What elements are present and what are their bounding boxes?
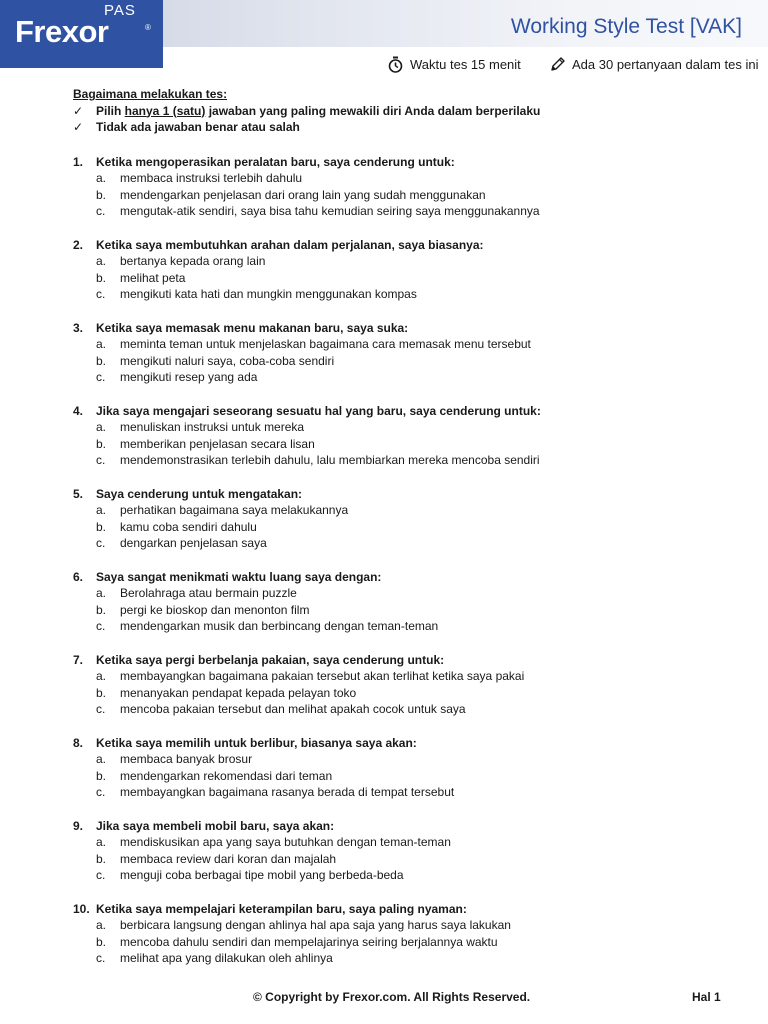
option-text: menuliskan instruksi untuk mereka — [120, 420, 305, 434]
instruction-item — [73, 119, 753, 136]
question-item — [73, 735, 753, 801]
question-number: 10. — [73, 901, 90, 916]
option-text: mendemonstrasikan terlebih dahulu, lalu membiarkan mereka mencoba sendiri — [120, 453, 540, 467]
option-letter: a. — [96, 254, 107, 268]
option-text: berbicara langsung dengan ahlinya hal apa saja yang harus saya lakukan — [120, 918, 511, 932]
option-text: mencoba dahulu sendiri dan mempelajarinya seiring berjalannya waktu — [120, 934, 498, 949]
option-text: mendengarkan musik dan berbincang dengan teman-teman — [120, 619, 439, 633]
option-letter: b. — [96, 685, 107, 700]
option-text: mengikuti resep yang ada — [120, 370, 258, 384]
answer-option[interactable] — [73, 369, 753, 386]
question-number: 3. — [73, 320, 84, 335]
question-count-info — [549, 56, 758, 73]
question-row — [73, 320, 753, 337]
question-text: Jika saya membeli mobil baru, saya akan: — [96, 818, 335, 833]
option-text: menanyakan pendapat kepada pelayan toko — [120, 685, 357, 700]
option-letter: b. — [96, 353, 107, 368]
question-row — [73, 154, 753, 171]
instruction-text — [96, 103, 540, 120]
option-text: membaca review dari koran dan majalah — [120, 851, 337, 866]
instructions-title: Bagaimana melakukan tes: — [73, 87, 228, 101]
question-row — [73, 403, 753, 420]
answer-option[interactable] — [73, 950, 753, 967]
page-header — [0, 0, 768, 72]
time-info — [387, 56, 521, 73]
copyright-text: © Copyright by Frexor.com. All Rights Reserved. — [253, 990, 531, 1004]
question-text: Ketika saya memilih untuk berlibur, biasanya saya akan: — [96, 735, 417, 750]
answer-option[interactable] — [73, 270, 753, 287]
option-text: perhatikan bagaimana saya melakukannya — [120, 503, 349, 517]
question-row — [73, 569, 753, 586]
option-text: bertanya kepada orang lain — [120, 254, 266, 268]
option-letter: b. — [96, 436, 107, 451]
checkmark-icon: ✓ — [73, 103, 84, 118]
answer-option[interactable] — [73, 452, 753, 469]
option-text: mengutak-atik sendiri, saya bisa tahu kemudian seiring saya menggunakannya — [120, 204, 540, 218]
checkmark-icon: ✓ — [73, 120, 84, 134]
option-letter: c. — [96, 536, 106, 550]
option-letter: c. — [96, 868, 106, 882]
option-letter: b. — [96, 519, 107, 534]
option-text: mendengarkan penjelasan dari orang lain yang sudah menggunakan — [120, 187, 486, 202]
option-letter: a. — [96, 918, 107, 932]
option-text: menguji coba berbagai tipe mobil yang berbeda-beda — [120, 868, 404, 882]
option-letter: a. — [96, 669, 107, 683]
answer-option[interactable] — [73, 253, 753, 270]
document-title: Working Style Test [VAK] — [510, 15, 742, 38]
instruction-emphasis: hanya 1 (satu) — [124, 103, 206, 118]
option-text: kamu coba sendiri dahulu — [120, 519, 257, 534]
option-text: melihat apa yang dilakukan oleh ahlinya — [120, 951, 333, 965]
answer-option[interactable] — [73, 668, 753, 685]
answer-option[interactable] — [73, 336, 753, 353]
question-count-text: Ada 30 pertanyaan dalam tes ini — [572, 57, 759, 72]
question-text: Saya sangat menikmati waktu luang saya dengan: — [96, 569, 382, 584]
logo-registered-mark: ® — [145, 23, 151, 32]
option-letter: a. — [96, 503, 107, 517]
question-text: Ketika saya membutuhkan arahan dalam perjalanan, saya biasanya: — [96, 237, 484, 252]
answer-option[interactable] — [73, 768, 753, 785]
answer-option[interactable] — [73, 834, 753, 851]
answer-option[interactable] — [73, 419, 753, 436]
answer-option[interactable] — [73, 286, 753, 303]
time-info-text: Waktu tes 15 menit — [410, 57, 521, 72]
test-content — [73, 86, 753, 984]
option-text: mendiskusikan apa yang saya butuhkan dengan teman-teman — [120, 835, 451, 849]
answer-option[interactable] — [73, 436, 753, 453]
frexor-logo — [0, 0, 163, 68]
question-row — [73, 818, 753, 835]
option-text: mengikuti naluri saya, coba-coba sendiri — [120, 353, 335, 368]
question-row — [73, 486, 753, 503]
question-number: 9. — [73, 818, 84, 833]
question-row — [73, 735, 753, 752]
instruction-text: Tidak ada jawaban benar atau salah — [96, 120, 300, 134]
instruction-text-part: Pilih — [96, 103, 125, 118]
answer-option[interactable] — [73, 585, 753, 602]
question-row — [73, 652, 753, 669]
option-letter: a. — [96, 835, 107, 849]
question-item — [73, 818, 753, 884]
question-number: 5. — [73, 486, 84, 501]
answer-option[interactable] — [73, 502, 753, 519]
option-text: membaca instruksi terlebih dahulu — [120, 171, 303, 185]
option-letter: b. — [96, 187, 107, 202]
question-number: 2. — [73, 237, 84, 252]
question-number: 4. — [73, 403, 84, 418]
option-letter: c. — [96, 702, 106, 716]
option-letter: a. — [96, 420, 107, 434]
question-number: 7. — [73, 652, 84, 667]
option-letter: a. — [96, 752, 107, 766]
option-text: meminta teman untuk menjelaskan bagaimana cara memasak menu tersebut — [120, 337, 531, 351]
option-letter: c. — [96, 453, 106, 467]
question-item — [73, 652, 753, 718]
answer-option[interactable] — [73, 535, 753, 552]
question-text: Ketika saya mempelajari keterampilan baru, saya paling nyaman: — [96, 901, 467, 916]
answer-option[interactable] — [73, 618, 753, 635]
option-text: mengikuti kata hati dan mungkin menggunakan kompas — [120, 287, 417, 301]
question-item — [73, 486, 753, 552]
pencil-icon — [549, 56, 566, 73]
answer-option[interactable] — [73, 701, 753, 718]
question-text: Ketika saya pergi berbelanja pakaian, saya cenderung untuk: — [96, 652, 445, 667]
stopwatch-icon — [387, 56, 404, 73]
option-letter: a. — [96, 586, 107, 600]
question-item — [73, 320, 753, 386]
question-item — [73, 154, 753, 220]
answer-option[interactable] — [73, 203, 753, 220]
question-text: Saya cenderung untuk mengatakan: — [96, 486, 303, 501]
option-text: membaca banyak brosur — [120, 752, 253, 766]
answer-option[interactable] — [73, 170, 753, 187]
question-number: 1. — [73, 154, 84, 169]
option-letter: a. — [96, 337, 107, 351]
option-letter: b. — [96, 768, 107, 783]
answer-option[interactable] — [73, 353, 753, 370]
option-letter: c. — [96, 370, 106, 384]
option-text: memberikan penjelasan secara lisan — [120, 436, 315, 451]
question-item — [73, 403, 753, 469]
option-letter: c. — [96, 951, 106, 965]
option-text: dengarkan penjelasan saya — [120, 536, 267, 550]
option-text: Berolahraga atau bermain puzzle — [120, 586, 297, 600]
answer-option[interactable] — [73, 934, 753, 951]
option-letter: c. — [96, 204, 106, 218]
question-item — [73, 569, 753, 635]
answer-option[interactable] — [73, 751, 753, 768]
option-text: pergi ke bioskop dan menonton film — [120, 602, 310, 617]
instruction-text-part: jawaban yang paling mewakili diri Anda dalam berperilaku — [205, 103, 541, 118]
answer-option[interactable] — [73, 519, 753, 536]
option-text: membayangkan bagaimana pakaian tersebut akan terlihat ketika saya pakai — [120, 669, 525, 683]
question-row — [73, 237, 753, 254]
question-text: Ketika mengoperasikan peralatan baru, saya cenderung untuk: — [96, 154, 455, 169]
option-text: mendengarkan rekomendasi dari teman — [120, 768, 333, 783]
question-row — [73, 901, 753, 918]
option-text: mencoba pakaian tersebut dan melihat apakah cocok untuk saya — [120, 702, 466, 716]
answer-option[interactable] — [73, 602, 753, 619]
option-text: melihat peta — [120, 270, 186, 285]
option-letter: b. — [96, 934, 107, 949]
option-letter: c. — [96, 619, 106, 633]
option-text: membayangkan bagaimana rasanya berada di tempat tersebut — [120, 785, 455, 799]
answer-option[interactable] — [73, 851, 753, 868]
question-item — [73, 237, 753, 303]
answer-option[interactable] — [73, 685, 753, 702]
answer-option[interactable] — [73, 784, 753, 801]
question-list — [73, 154, 753, 967]
answer-option[interactable] — [73, 187, 753, 204]
question-text: Jika saya mengajari seseorang sesuatu hal yang baru, saya cenderung untuk: — [96, 403, 541, 418]
option-letter: c. — [96, 287, 106, 301]
logo-wordmark: Frexor — [15, 14, 109, 49]
option-letter: a. — [96, 171, 107, 185]
question-number: 6. — [73, 569, 84, 584]
question-number: 8. — [73, 735, 84, 750]
page-number: Hal 1 — [692, 990, 721, 1004]
question-item — [73, 901, 753, 967]
option-letter: b. — [96, 602, 107, 617]
answer-option[interactable] — [73, 867, 753, 884]
answer-option[interactable] — [73, 917, 753, 934]
option-letter: c. — [96, 785, 106, 799]
logo-pas-label: PAS — [104, 2, 136, 19]
question-text: Ketika saya memasak menu makanan baru, saya suka: — [96, 320, 409, 335]
option-letter: b. — [96, 270, 107, 285]
instructions-section — [73, 86, 753, 136]
instruction-item — [73, 103, 753, 120]
option-letter: b. — [96, 851, 107, 866]
